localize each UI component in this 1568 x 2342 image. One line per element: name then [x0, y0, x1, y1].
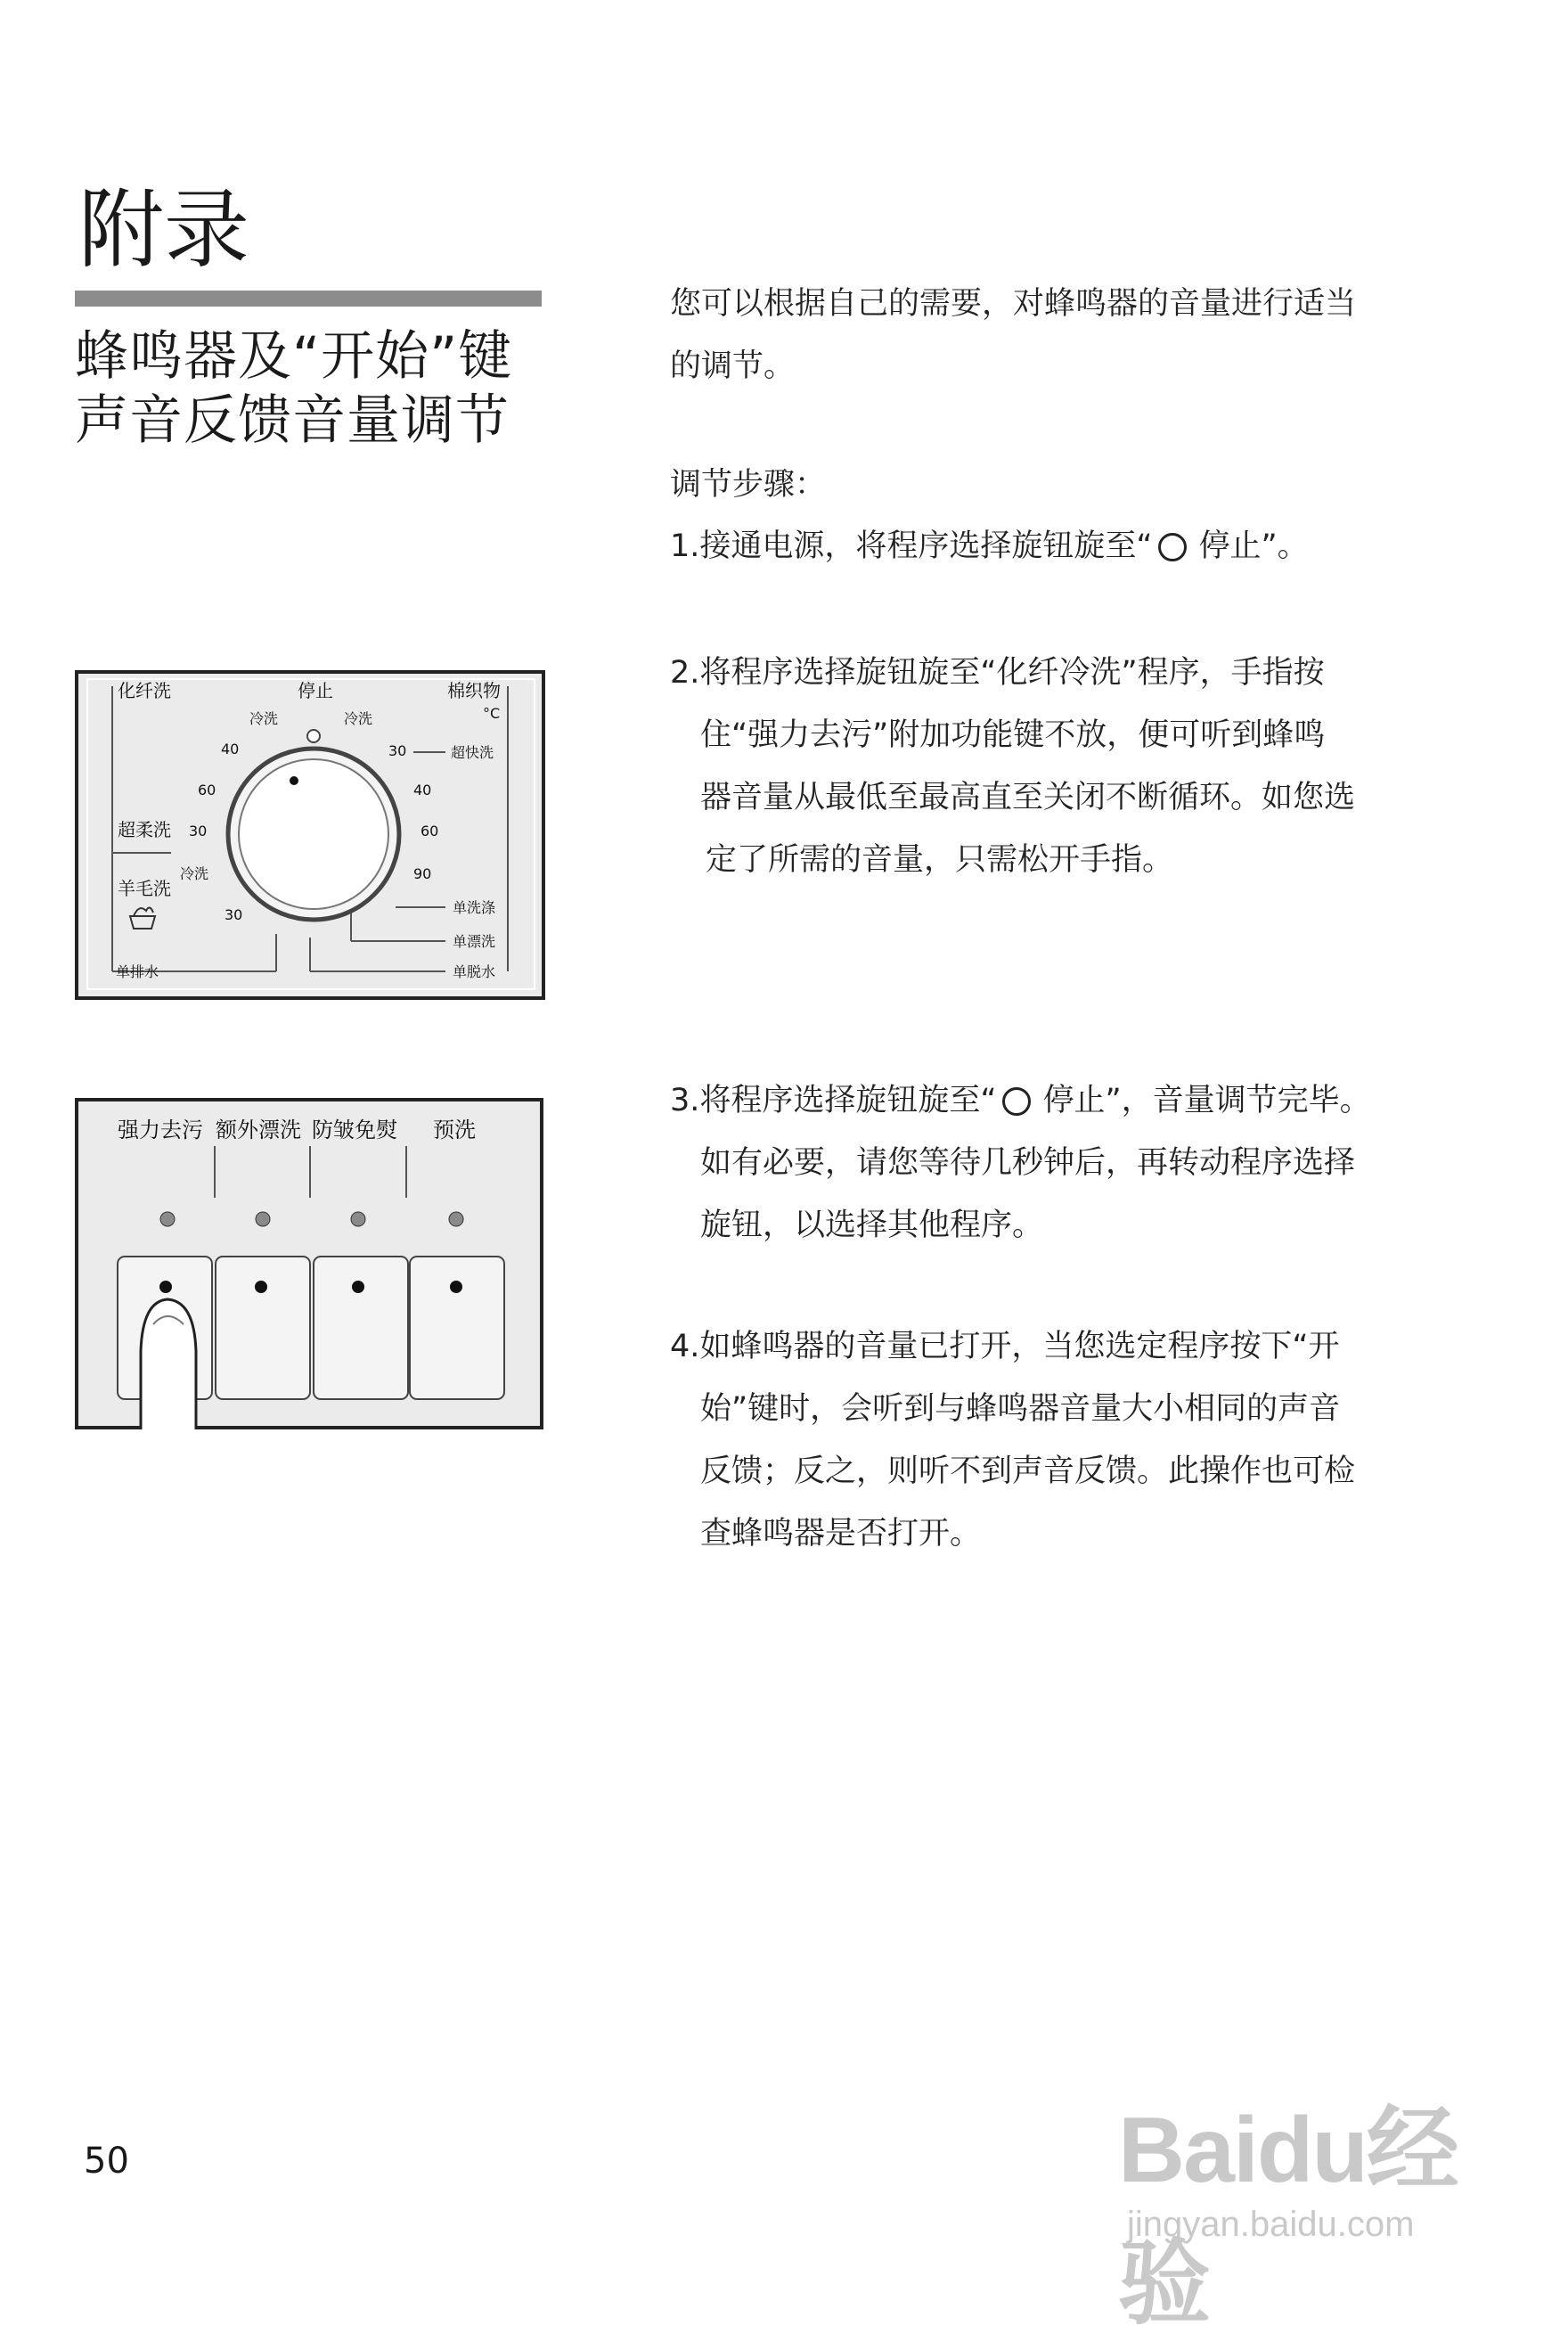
- label-40-right: 40: [413, 782, 432, 798]
- label-60-right: 60: [421, 823, 439, 839]
- stop-position-icon: [307, 730, 320, 742]
- step-2-line-4: 定了所需的音量，只需松开手指。: [706, 842, 1174, 878]
- prewash-button-dot: [450, 1281, 462, 1293]
- title-divider-bar: [75, 291, 542, 307]
- label-wool: 羊毛洗: [118, 878, 171, 899]
- step-2-line-1: 2.将程序选择旋钮旋至“化纤冷洗”程序，手指按: [670, 655, 1325, 691]
- watermark-logo-text: Baidu经验: [1118, 2099, 1458, 2336]
- label-30-soft: 30: [189, 823, 208, 839]
- step-1-text-after: 停止”。: [1198, 528, 1309, 564]
- finger-icon: [141, 1299, 196, 1429]
- intro-line-2: 的调节。: [670, 348, 796, 384]
- label-cold-right: 冷洗: [344, 710, 373, 727]
- page-number: 50: [84, 2141, 129, 2182]
- label-60-left: 60: [198, 782, 216, 798]
- step-2-line-2: 住“强力去污”附加功能键不放，便可听到蜂鸣: [700, 717, 1326, 753]
- step-3: [670, 1069, 1371, 1257]
- step-3-line-3: 旋钮，以选择其他程序。: [700, 1208, 1044, 1243]
- label-synthetic: 化纤洗: [118, 680, 171, 701]
- step-1-text-before: 1.接通电源，将程序选择旋钮旋至“: [670, 528, 1153, 564]
- label-super-fast: 超快洗: [451, 744, 494, 761]
- anti-crease-button-dot: [352, 1281, 364, 1293]
- stain-button-dot: [159, 1281, 172, 1293]
- extra-rinse-button[interactable]: [216, 1257, 310, 1399]
- step-4: [670, 1315, 1355, 1565]
- button-label-stain: 强力去污: [118, 1118, 203, 1142]
- intro-line-1: 您可以根据自己的需要，对蜂鸣器的音量进行适当: [670, 286, 1357, 322]
- label-cold-left: 冷洗: [249, 710, 279, 727]
- label-30-right: 30: [388, 742, 407, 759]
- label-cotton: 棉织物: [447, 680, 501, 701]
- step-3-text-before: 3.将程序选择旋钮旋至“: [670, 1083, 997, 1118]
- step-2: [670, 642, 1355, 891]
- intro-paragraph: [670, 273, 1356, 397]
- step-3-line-2: 如有必要，请您等待几秒钟后，再转动程序选择: [700, 1145, 1356, 1181]
- button-label-anti-crease: 防皱免熨: [312, 1118, 397, 1142]
- extra-rinse-button-dot: [255, 1281, 267, 1293]
- anti-crease-button[interactable]: [314, 1257, 408, 1399]
- prewash-button[interactable]: [410, 1257, 504, 1399]
- step-1: [670, 515, 1309, 577]
- step-2-line-3: 器音量从最低至最高直至关闭不断循环。如您选: [700, 780, 1356, 815]
- option-buttons-panel: [75, 1098, 543, 1429]
- label-30-wool: 30: [225, 906, 243, 923]
- dial-pointer-dot: [290, 776, 298, 785]
- step-4-line-4: 查蜂鸣器是否打开。: [700, 1516, 982, 1552]
- step-4-line-1: 4.如蜂鸣器的音量已打开，当您选定程序按下“开: [670, 1329, 1340, 1364]
- step-3-line-1: [670, 1069, 1371, 1132]
- watermark-url-text: jingyan.baidu.com: [1127, 2205, 1415, 2244]
- label-single-drain: 单排水: [116, 963, 159, 980]
- stop-circle-icon: [1002, 1087, 1031, 1116]
- section-subtitle: 蜂鸣器及“开始”键 声音反馈音量调节: [75, 325, 513, 452]
- indicator-led-stain: [160, 1212, 175, 1226]
- label-ultra-soft: 超柔洗: [118, 819, 171, 840]
- indicator-led-prewash: [449, 1212, 463, 1226]
- label-stop: 停止: [298, 680, 333, 701]
- step-3-text-after: 停止”，音量调节完毕。: [1042, 1083, 1371, 1118]
- stop-circle-icon: [1158, 533, 1187, 561]
- button-label-extra-rinse: 额外漂洗: [216, 1118, 301, 1142]
- label-single-rinse: 单漂洗: [453, 933, 496, 950]
- label-single-wash: 单洗涤: [453, 899, 496, 916]
- label-cold-wool: 冷洗: [180, 865, 209, 882]
- baidu-watermark: [1118, 2039, 1492, 2336]
- label-40-left: 40: [221, 741, 240, 757]
- button-label-prewash: 预洗: [433, 1118, 476, 1142]
- program-dial-face: [239, 759, 388, 909]
- label-single-spin: 单脱水: [453, 963, 496, 980]
- section-title: 附录: [78, 180, 249, 280]
- program-dial-panel: [75, 670, 545, 1000]
- indicator-led-extra-rinse: [256, 1212, 270, 1226]
- step-4-line-3: 反馈；反之，则听不到声音反馈。此操作也可检: [700, 1454, 1356, 1489]
- label-90: 90: [413, 865, 432, 882]
- steps-heading: 调节步骤：: [670, 467, 827, 503]
- label-celsius: °C: [483, 705, 501, 722]
- indicator-led-anti-crease: [351, 1212, 365, 1226]
- step-4-line-2: 始”键时，会听到与蜂鸣器音量大小相同的声音: [700, 1391, 1341, 1427]
